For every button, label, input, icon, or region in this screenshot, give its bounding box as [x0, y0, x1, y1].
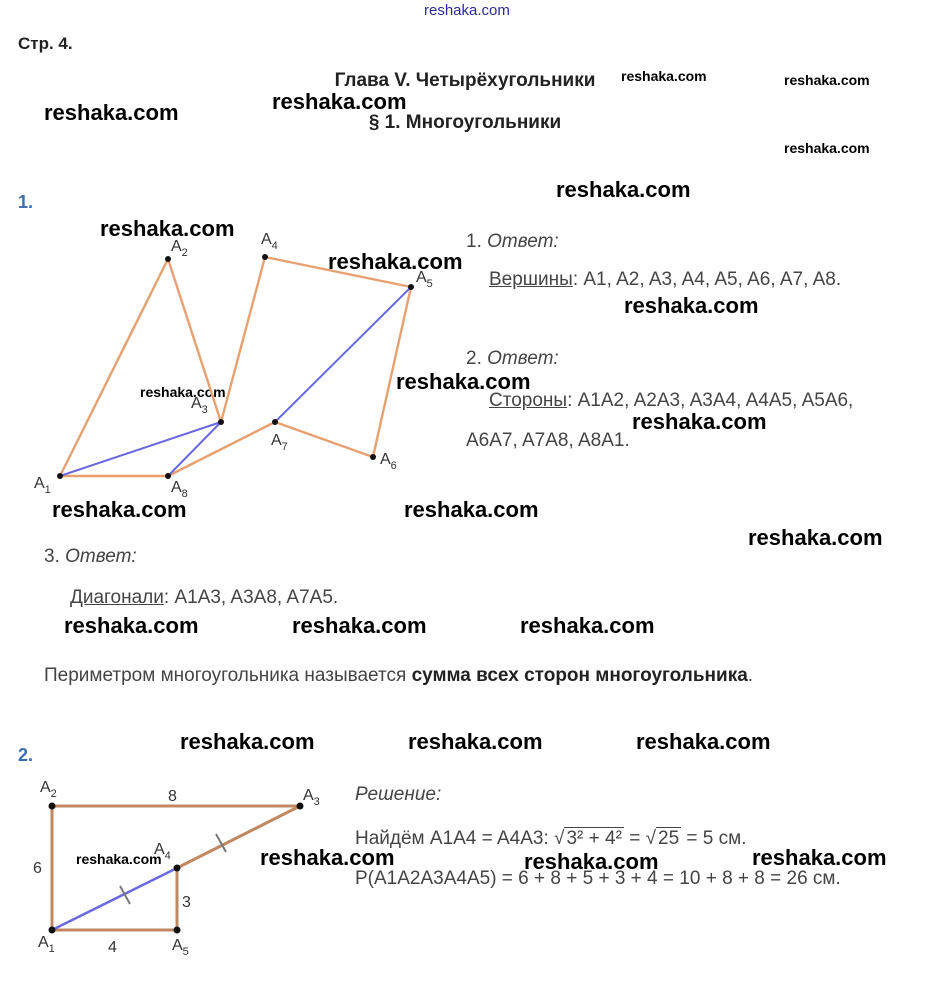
vertex-label-a1: $A_1$ [34, 475, 51, 496]
side-length-label: 3 [182, 894, 191, 911]
watermark: reshaka.com [396, 369, 531, 394]
watermark: reshaka.com [748, 525, 883, 550]
side-a1a2 [60, 259, 168, 476]
vertex-label-a5: $A_5$ [172, 937, 189, 958]
watermark: reshaka.com [424, 2, 510, 19]
answer-2-heading: 2. Ответ: [466, 348, 559, 369]
watermark: reshaka.com [520, 613, 655, 638]
diagonals-answer: Диагонали: A1A3, A3A8, A7A5. [70, 587, 339, 608]
problem-number: 1. [18, 192, 34, 212]
watermark: reshaka.com [272, 89, 407, 114]
watermark: reshaka.com [624, 293, 759, 318]
perimeter-definition: Периметром многоугольника называется сумма всех сторон многоугольника. [44, 665, 754, 686]
side-length-label: 4 [108, 939, 117, 956]
vertex-label-a4: $A_4$ [154, 841, 171, 862]
chapter-title: Глава V. Четырёхугольники [334, 70, 596, 91]
side-length-label: 6 [33, 860, 42, 877]
watermark: reshaka.com [784, 72, 870, 88]
watermark: reshaka.com [76, 851, 162, 867]
watermark: reshaka.com [100, 216, 235, 241]
vertex-label-a7: $A_7$ [271, 432, 288, 453]
vertex-label-a3: $A_3$ [191, 395, 208, 416]
vertex-label-a3: $A_3$ [303, 787, 320, 808]
side-a5a6 [373, 287, 411, 457]
polygon-figure [0, 220, 460, 510]
side-a6a7 [275, 422, 373, 457]
side-length-label: 8 [168, 788, 177, 805]
watermark: reshaka.com [44, 100, 179, 125]
watermark: reshaka.com [180, 729, 315, 754]
vertex-label-a4: $A_4$ [261, 231, 278, 252]
watermark: reshaka.com [64, 613, 199, 638]
vertex-label-a2: $A_2$ [40, 779, 57, 800]
watermark: reshaka.com [260, 845, 395, 870]
vertices-answer: Вершины: A1, A2, A3, A4, A5, A6, A7, A8. [489, 269, 842, 290]
watermark: reshaka.com [784, 140, 870, 156]
vertex-label-a1: $A_1$ [38, 934, 55, 955]
vertex-label-a2: $A_2$ [171, 238, 188, 259]
watermark: reshaka.com [632, 409, 767, 434]
watermark: reshaka.com [621, 68, 707, 84]
watermark: reshaka.com [556, 177, 691, 202]
solution-line-2: P(A1A2A3A4A5) = 6 + 8 + 5 + 3 + 4 = 10 + 8 + 8 = 26 см. [355, 868, 841, 889]
watermark: reshaka.com [404, 497, 539, 522]
problem-number: 2. [18, 745, 34, 765]
answer-1-heading: 1. Ответ: [466, 231, 559, 252]
solution-line-1: Найдём A1A4 = A4A3: √ 3² + 4² = √ 25 = 5 см. [355, 828, 747, 849]
section-title: § 1. Многоугольники [368, 112, 562, 133]
watermark: reshaka.com [524, 849, 659, 874]
segment-a1a4 [52, 868, 177, 930]
side-a4a3 [177, 806, 300, 868]
watermark: reshaka.com [292, 613, 427, 638]
watermark: reshaka.com [328, 249, 463, 274]
watermark: reshaka.com [52, 497, 187, 522]
watermark: reshaka.com [636, 729, 771, 754]
watermark: reshaka.com [752, 845, 887, 870]
side-a3a4 [221, 257, 265, 422]
vertex-label-a6: $A_6$ [380, 451, 397, 472]
page-reference: Стр. 4. [18, 34, 73, 53]
solution-heading: Решение: [355, 784, 442, 805]
watermark: reshaka.com [140, 384, 226, 400]
vertex-label-a8: $A_8$ [171, 479, 188, 500]
vertex-label-a5: $A_5$ [416, 269, 433, 290]
sides-answer-line-2: A6A7, A7A8, A8A1. [466, 430, 630, 451]
sides-answer-line-1: Стороны: A1A2, A2A3, A3A4, A4A5, A5A6, [489, 390, 854, 411]
side-a7a8 [168, 422, 275, 476]
side-a4a5 [265, 257, 411, 287]
pentagon-figure [0, 770, 340, 970]
answer-3-heading: 3. Ответ: [44, 546, 137, 567]
watermark: reshaka.com [408, 729, 543, 754]
diagonal-a7a5 [275, 287, 411, 422]
